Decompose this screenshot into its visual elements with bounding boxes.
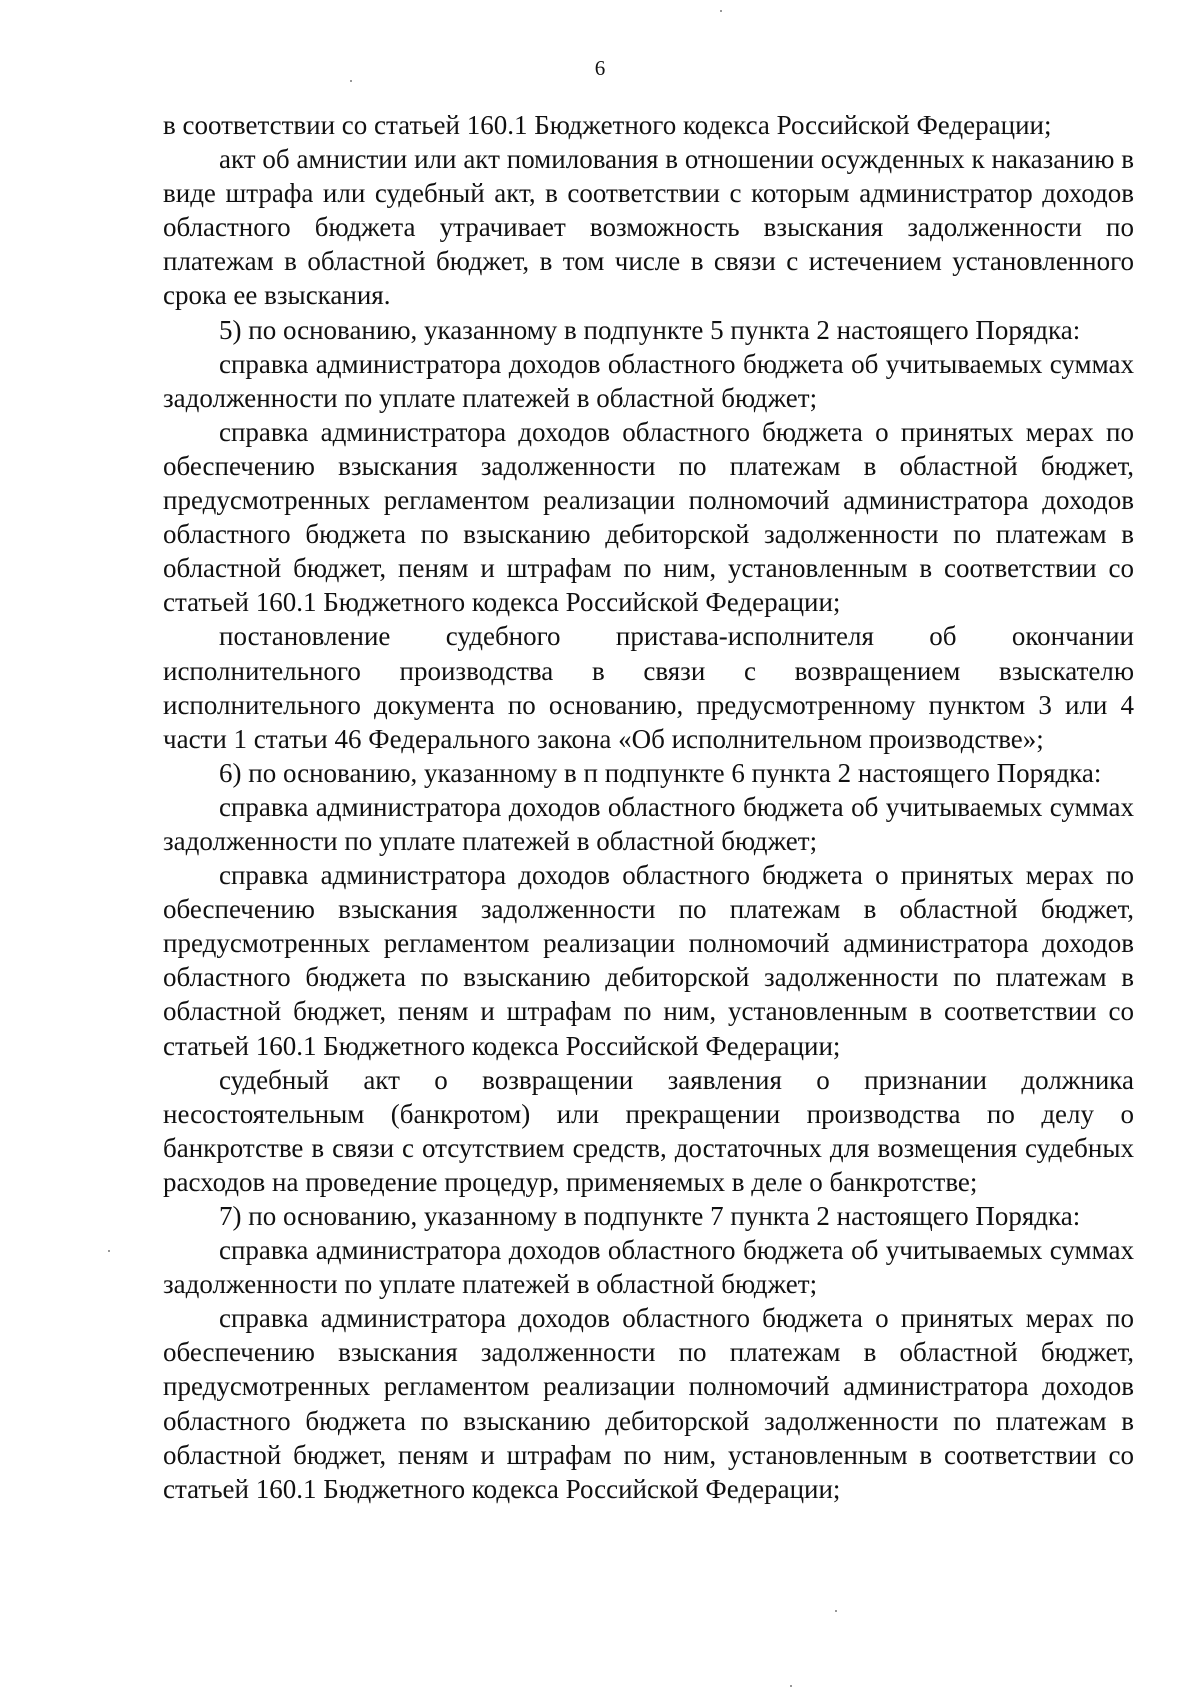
- paragraph: постановление судебного пристава-исполнителя об окончании исполнительного производства в связи с возвращением взыскателю исполнительного документа по основанию, предусмотренному пунктом 3 или 4 части 1 статьи 46 Федерального закона «Об исполнительном производстве»;: [163, 621, 1134, 754]
- scan-speck: [108, 1250, 110, 1252]
- paragraph: справка администратора доходов областного бюджета о принятых мерах по обеспечению взыскания задолженности по платежам в областной бюджет, предусмотренных регламентом реализации полномочий администратора доходов областного бюджета по взысканию дебиторской задолженности по платежам в областной бюджет, пеням и штрафам по ним, установленным в соответствии со статьей 160.1 Бюджетного кодекса Российской Федерации;: [163, 1303, 1134, 1504]
- scan-speck: [835, 1610, 837, 1612]
- paragraph: справка администратора доходов областного бюджета об учитываемых суммах задолженности по уплате платежей в областной бюджет;: [163, 1235, 1134, 1300]
- paragraph: судебный акт о возвращении заявления о признании должника несостоятельным (банкротом) или прекращении производства по делу о банкротстве в связи с отсутствием средств, достаточных для возмещения судебных расходов на проведение процедур, применяемых в деле о банкротстве;: [163, 1064, 1134, 1197]
- paragraph: 6) по основанию, указанному в п подпункте 6 пункта 2 настоящего Порядка:: [219, 757, 1102, 788]
- paragraph: справка администратора доходов областного бюджета о принятых мерах по обеспечению взыскания задолженности по платежам в областной бюджет, предусмотренных регламентом реализации полномочий администратора доходов областного бюджета по взысканию дебиторской задолженности по платежам в областной бюджет, пеням и штрафам по ним, установленным в соответствии со статьей 160.1 Бюджетного кодекса Российской Федерации;: [163, 416, 1134, 618]
- scan-speck: [720, 10, 722, 12]
- paragraph: справка администратора доходов областного бюджета о принятых мерах по обеспечению взыскания задолженности по платежам в областной бюджет, предусмотренных регламентом реализации полномочий администратора доходов областного бюджета по взысканию дебиторской задолженности по платежам в областной бюджет, пеням и штрафам по ним, установленным в соответствии со статьей 160.1 Бюджетного кодекса Российской Федерации;: [163, 860, 1134, 1061]
- paragraph: справка администратора доходов областного бюджета об учитываемых суммах задолженности по уплате платежей в областной бюджет;: [163, 348, 1134, 413]
- scan-speck: [790, 1685, 792, 1687]
- page-number: 6: [594, 56, 606, 80]
- paragraph: в соответствии со статьей 160.1 Бюджетного кодекса Российской Федерации;: [163, 110, 1052, 140]
- scan-speck: [350, 80, 352, 82]
- paragraph: акт об амнистии или акт помилования в отношении осужденных к наказанию в виде штрафа или судебный акт, в соответствии с которым администратор доходов областного бюджета утрачивает возможность взыскания задолженности по платежам в областной бюджет, в том числе в связи с истечением установленного срока ее взыскания.: [163, 144, 1134, 311]
- paragraph: 7) по основанию, указанному в подпункте 7 пункта 2 настоящего Порядка:: [219, 1201, 1081, 1231]
- document-body: [163, 108, 1134, 1506]
- paragraph: справка администратора доходов областного бюджета об учитываемых суммах задолженности по уплате платежей в областной бюджет;: [163, 791, 1134, 856]
- paragraph: 5) по основанию, указанному в подпункте 5 пункта 2 настоящего Порядка:: [219, 314, 1081, 345]
